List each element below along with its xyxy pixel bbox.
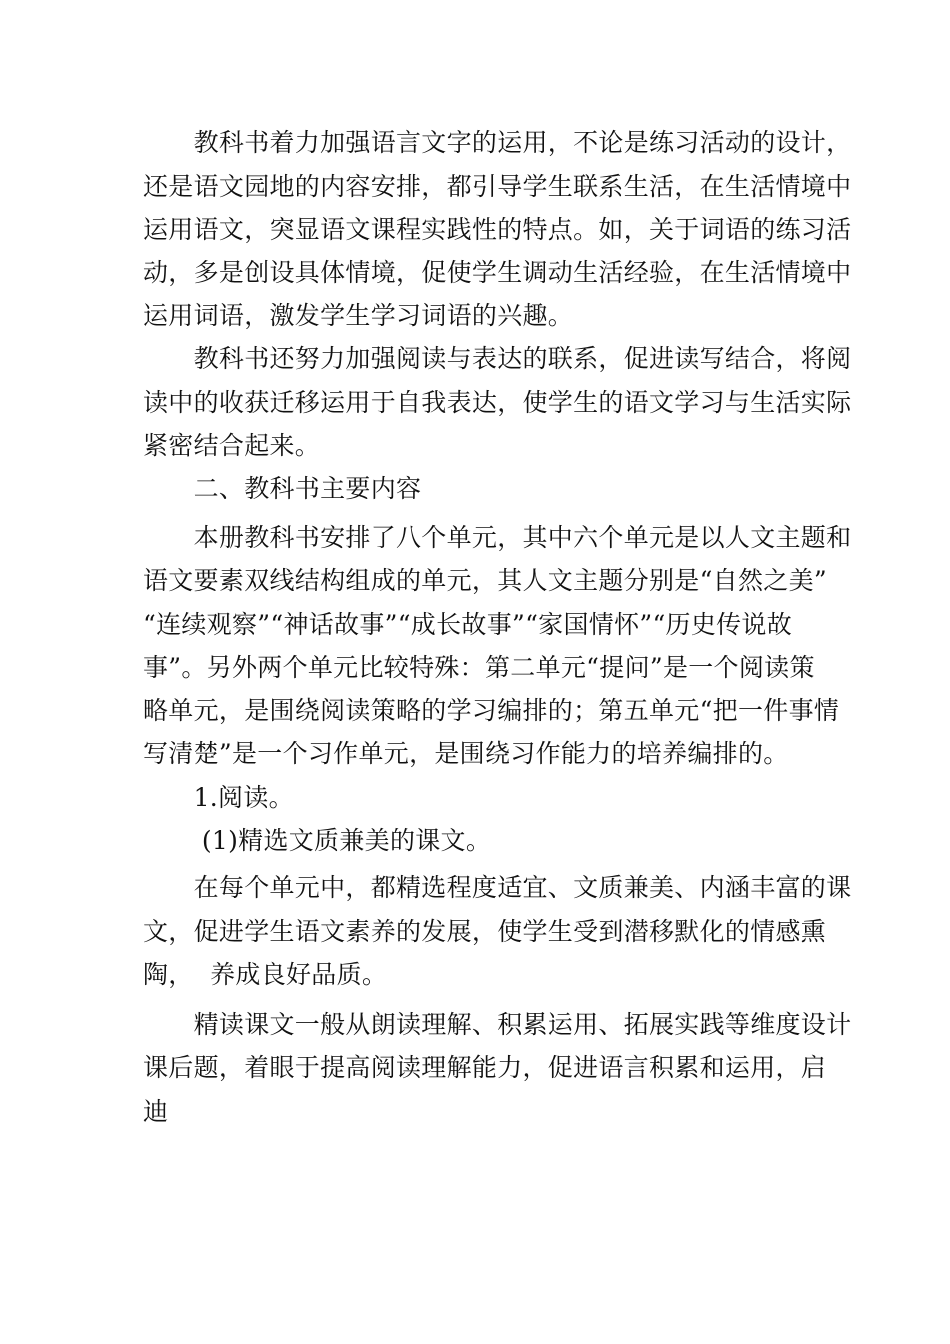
text-line: 课后题，着眼于提高阅读理解能力，促进语言积累和运用，启 xyxy=(143,1053,827,1082)
text-line: 语文要素双线结构组成的单元，其人文主题分别是“自然之美” xyxy=(143,566,827,595)
subsection-heading: 1.阅读。 xyxy=(143,783,294,812)
text-line: 教科书着力加强语言文字的运用，不论是练习活动的设计， xyxy=(143,128,852,157)
text-line: 精读课文一般从朗读理解、积累运用、拓展实践等维度设计 xyxy=(143,1010,852,1039)
text-line: 迪 xyxy=(143,1097,169,1126)
text-line: 陶， 养成良好品质。 xyxy=(143,960,388,989)
section-heading: 二、教科书主要内容 xyxy=(143,474,422,503)
text-line: 还是语文园地的内容安排，都引导学生联系生活，在生活情境中 xyxy=(143,172,852,201)
text-line: 动，多是创设具体情境，促使学生调动生活经验，在生活情境中 xyxy=(143,258,852,287)
text-line: 读中的收获迁移运用于自我表达，使学生的语文学习与生活实际 xyxy=(143,388,852,417)
text-line: 本册教科书安排了八个单元，其中六个单元是以人文主题和 xyxy=(143,523,852,552)
text-line: 文，促进学生语文素养的发展，使学生受到潜移默化的情感熏 xyxy=(143,917,827,946)
subsection-heading: (1)精选文质兼美的课文。 xyxy=(143,826,492,855)
text-line: “连续观察”“神话故事”“成长故事”“家国情怀”“历史传说故 xyxy=(143,610,793,639)
text-line: 事”。另外两个单元比较特殊：第二单元“提问”是一个阅读策 xyxy=(143,653,815,682)
text-line: 略单元，是围绕阅读策略的学习编排的；第五单元“把一件事情 xyxy=(143,696,840,725)
text-line: 在每个单元中，都精选程度适宜、文质兼美、内涵丰富的课 xyxy=(143,873,852,902)
text-line: 运用词语，激发学生学习词语的兴趣。 xyxy=(143,301,574,330)
text-line: 运用语文，突显语文课程实践性的特点。如，关于词语的练习活 xyxy=(143,215,852,244)
text-line: 写清楚”是一个习作单元，是围绕习作能力的培养编排的。 xyxy=(143,739,789,768)
text-line: 紧密结合起来。 xyxy=(143,431,321,460)
text-line: 教科书还努力加强阅读与表达的联系，促进读写结合，将阅 xyxy=(143,344,852,373)
